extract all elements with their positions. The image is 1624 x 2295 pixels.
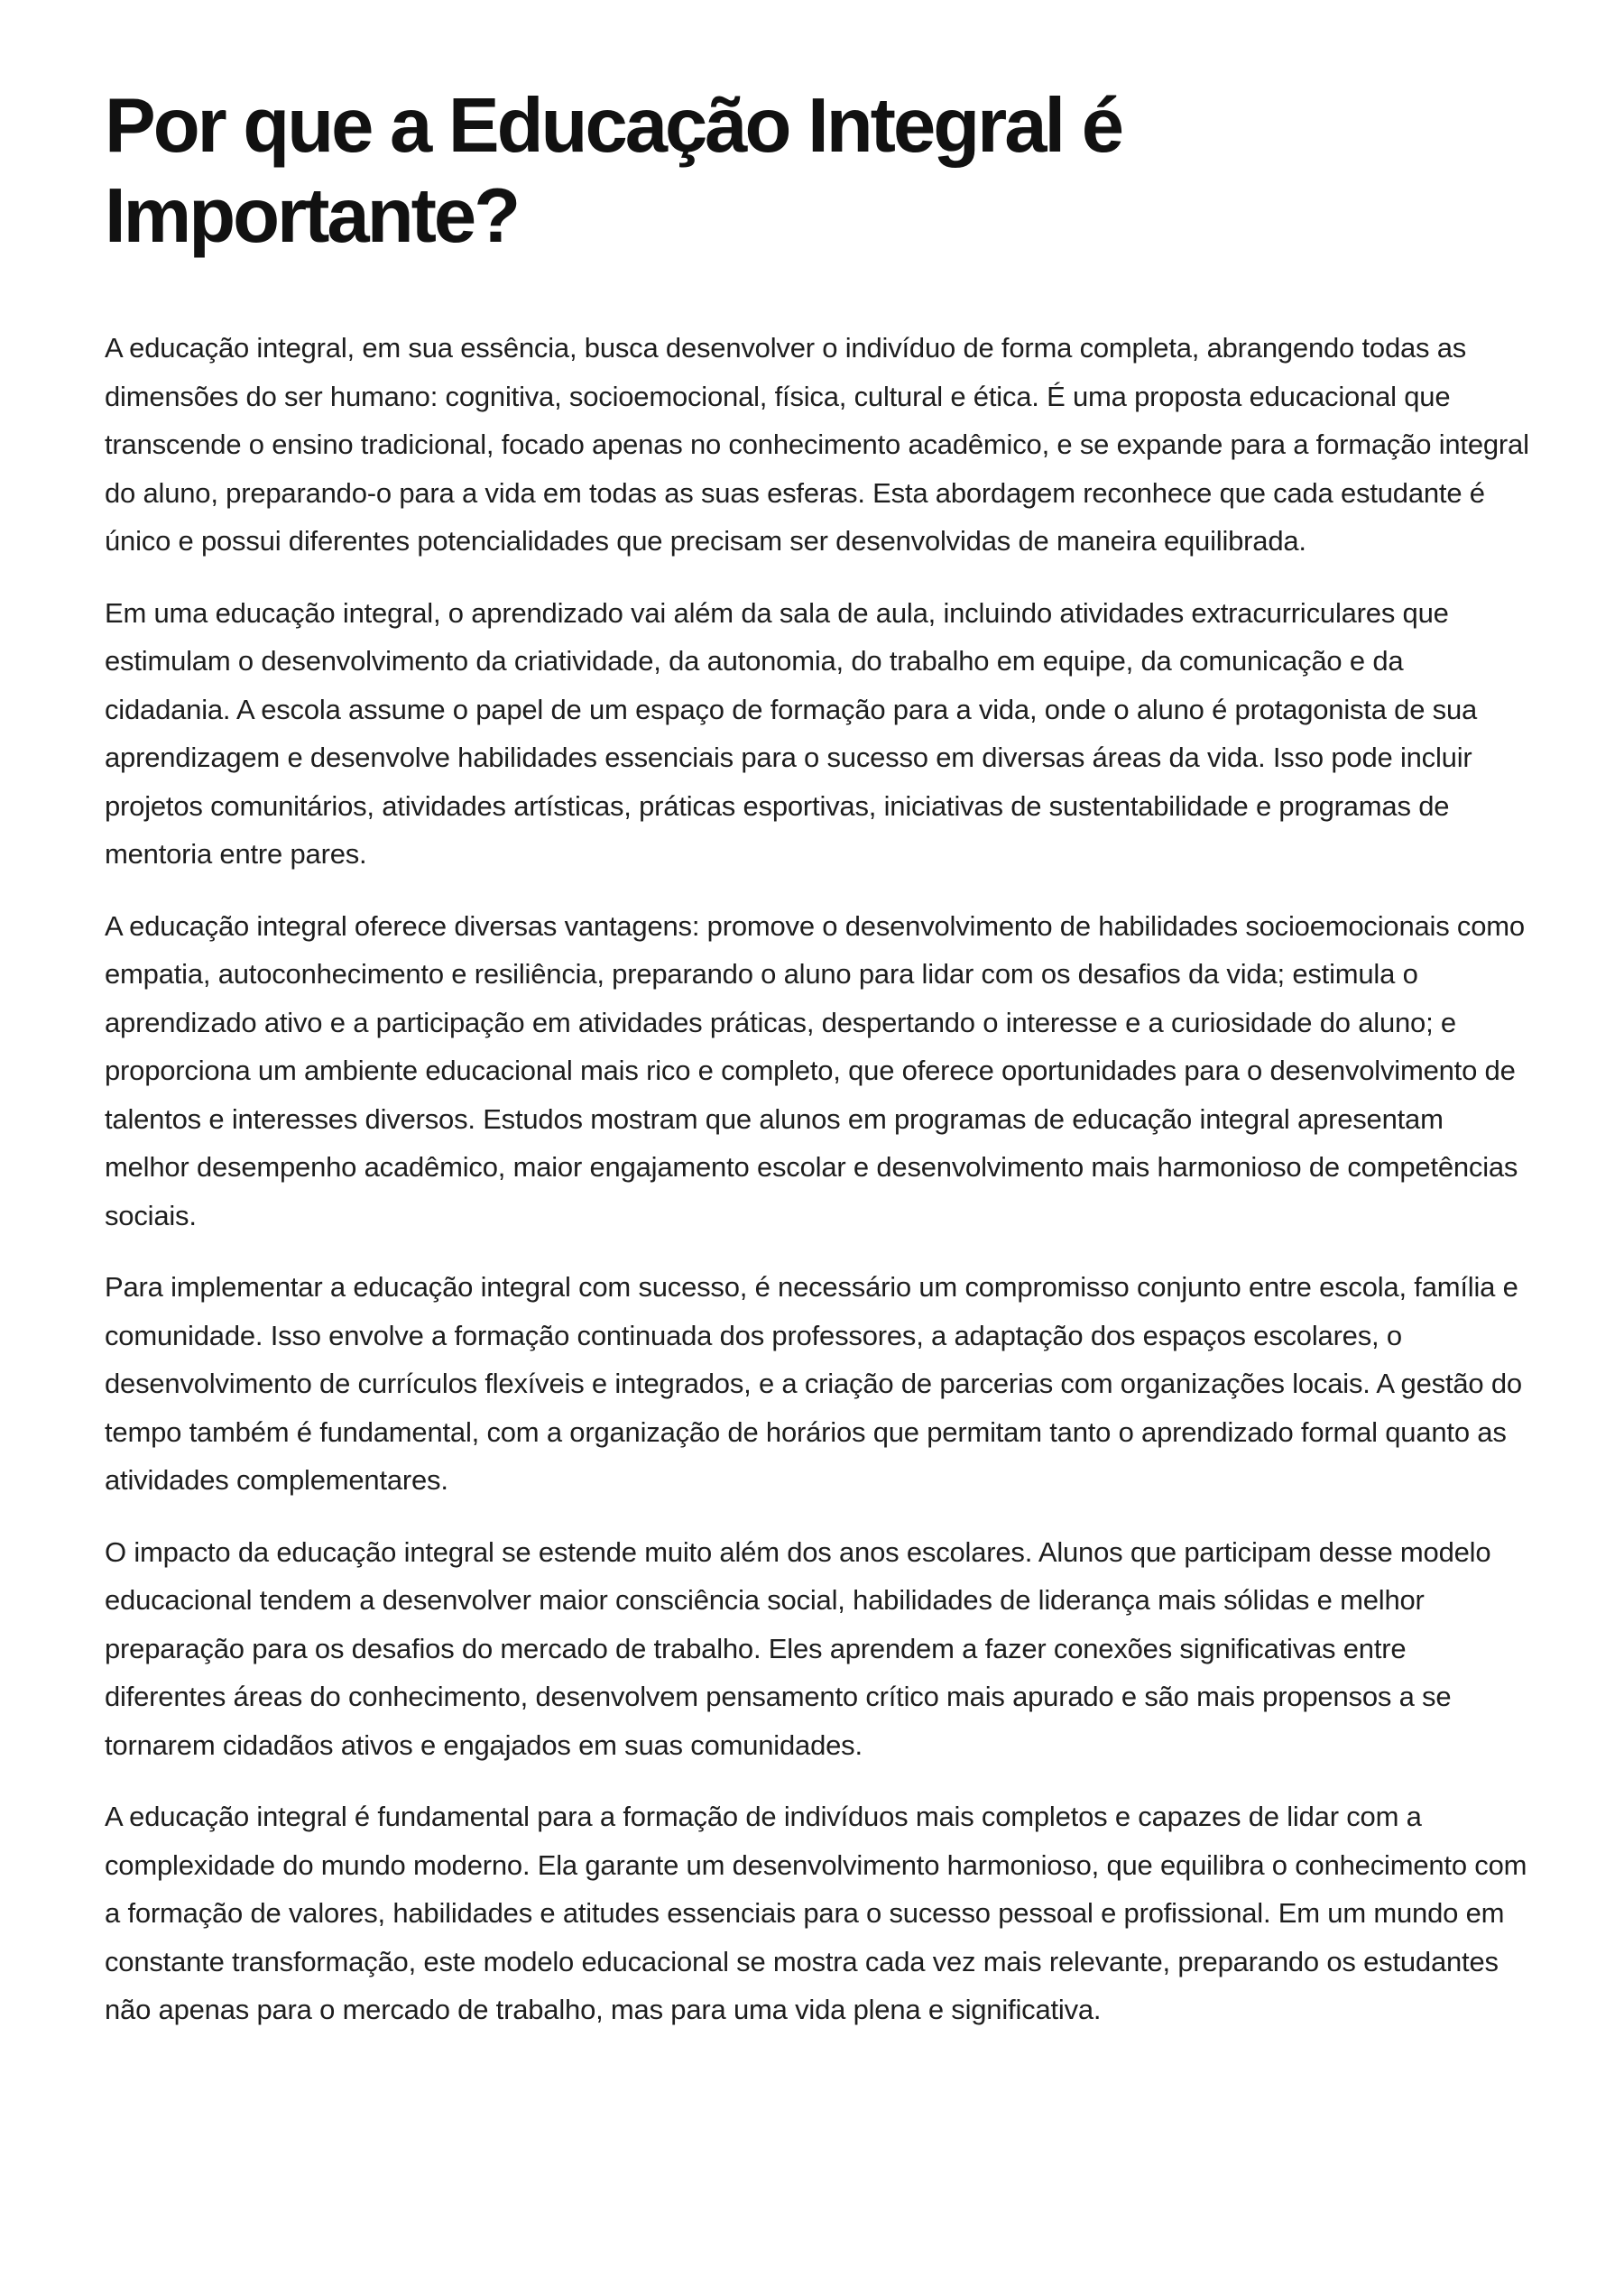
article-body	[105, 324, 1530, 2034]
document-page	[105, 81, 1530, 2058]
paragraph-4: Para implementar a educação integral com sucesso, é necessário um compromisso conjunto entre escola, família e comunidade. Isso envolve a formação continuada dos professores, a adaptação dos espaços escolares, o desenvolvimento de currículos flexíveis e integrados, e a criação de parcerias com organizações locais. A gestão do tempo também é fundamental, com a organização de horários que permitam tanto o aprendizado formal quanto as atividades complementares.	[105, 1271, 1522, 1496]
paragraph-2: Em uma educação integral, o aprendizado vai além da sala de aula, incluindo atividades extracurriculares que estimulam o desenvolvimento da criatividade, da autonomia, do trabalho em equipe, da comunicação e da cidadania. A escola assume o papel de um espaço de formação para a vida, onde o aluno é protagonista de sua aprendizagem e desenvolve habilidades essenciais para o sucesso em diversas áreas da vida. Isso pode incluir projetos comunitários, atividades artísticas, práticas esportivas, iniciativas de sustentabilidade e programas de mentoria entre pares.	[105, 596, 1478, 870]
paragraph-3: A educação integral oferece diversas vantagens: promove o desenvolvimento de habilidades socioemocionais como empatia, autoconhecimento e resiliência, preparando o aluno para lidar com os desafios da vida; estimula o aprendizado ativo e a participação em atividades práticas, despertando o interesse e a curiosidade do aluno; e proporciona um ambiente educacional mais rico e completo, que oferece oportunidades para o desenvolvimento de talentos e interesses diversos. Estudos mostram que alunos em programas de educação integral apresentam melhor desempenho acadêmico, maior engajamento escolar e desenvolvimento mais harmonioso de competências sociais.	[105, 909, 1525, 1231]
paragraph-6: A educação integral é fundamental para a formação de indivíduos mais completos e capazes de lidar com a complexidade do mundo moderno. Ela garante um desenvolvimento harmonioso, que equilibra o conhecimento com a formação de valores, habilidades e atitudes essenciais para o sucesso pessoal e profissional. Em um mundo em constante transformação, este modelo educacional se mostra cada vez mais relevante, preparando os estudantes não apenas para o mercado de trabalho, mas para uma vida plena e significativa.	[105, 1801, 1527, 2025]
paragraph-1: A educação integral, em sua essência, busca desenvolver o indivíduo de forma completa, abrangendo todas as dimensões do ser humano: cognitiva, socioemocional, física, cultural e ética. É uma proposta educacional que transcende o ensino tradicional, focado apenas no conhecimento acadêmico, e se expande para a formação integral do aluno, preparando-o para a vida em todas as suas esferas. Esta abordagem reconhece que cada estudante é único e possui diferentes potencialidades que precisam ser desenvolvidas de maneira equilibrada.	[105, 332, 1529, 557]
page-title: Por que a Educação Integral é Importante?	[105, 83, 1121, 259]
paragraph-5: O impacto da educação integral se estende muito além dos anos escolares. Alunos que participam desse modelo educacional tendem a desenvolver maior consciência social, habilidades de liderança mais sólidas e melhor preparação para os desafios do mercado de trabalho. Eles aprendem a fazer conexões significativas entre diferentes áreas do conhecimento, desenvolvem pensamento crítico mais apurado e são mais propensos a se tornarem cidadãos ativos e engajados em suas comunidades.	[105, 1535, 1491, 1761]
